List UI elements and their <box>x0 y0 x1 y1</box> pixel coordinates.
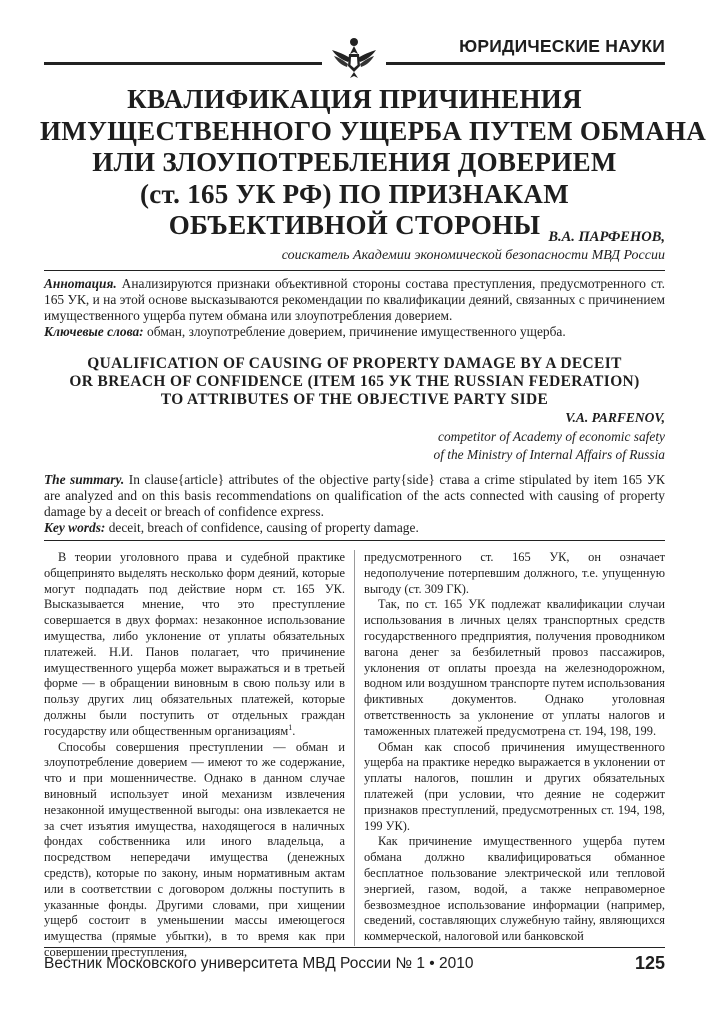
body-paragraph <box>44 550 345 740</box>
section-heading: ЮРИДИЧЕСКИЕ НАУКИ <box>459 36 665 56</box>
annotation-text: Анализируются признаки объективной стороны состава преступления, предусмотренного ст. 165 УК, и на этой основе высказываются рекомендации по квалификации деяний, связанных с причинением имущественного ущерба путем обмана или злоупотребления доверием. <box>44 276 665 323</box>
title-line: (ст. 165 УК РФ) ПО ПРИЗНАКАМ <box>139 178 570 209</box>
body-column-right <box>364 550 665 948</box>
footer-rule <box>44 947 665 948</box>
title-en-line: OR BREACH OF CONFIDENCE (ITEM 165 УК THE RUSSIAN FEDERATION) <box>69 373 640 390</box>
annotation-rule <box>44 270 665 271</box>
body-rule <box>44 540 665 541</box>
keywords-label: Ключевые слова: <box>44 324 144 339</box>
body-paragraph: предусмотренного ст. 165 УК, он означает недополучение потерпевшим должного, т.е. упущенную выгоду (ст. 309 ГК). <box>364 550 665 596</box>
annotation-ru <box>44 276 665 324</box>
body-paragraph: Так, по ст. 165 УК подлежат квалификации случаи использования в личных целях транспортных средств государственного предприятия, получения проводником вагона денег за безбилетный провоз пассажиров, уклонения от оплаты проезда на железнодорожном, водном или воздушном транспорте путем использования фиктивных документов. Однако уголовная ответственность за уклонение от уплаты налогов и таможенных платежей предусмотрена ст. 194, 198, 199. <box>364 597 665 738</box>
body-text: . <box>292 723 296 738</box>
annotation-label: Аннотация. <box>44 276 117 291</box>
body-paragraph: Как причинение имущественного ущерба путем обмана должно квалифицироваться обманное бесплатное пользование электрической или тепловой энергией, газом, водой, а также неправомерное безвозмездное использование информации (например, сведений, составляющих служебную тайну, являющихся коммерческой, налоговой или банковской <box>364 834 665 944</box>
footnote-ref: 1 <box>288 722 293 732</box>
article-title-en <box>40 355 669 409</box>
summary-en <box>44 472 665 520</box>
author-en: V.A. PARFENOV, <box>565 410 665 425</box>
summary-text: In clause{article} attributes of the objective party{side} става a crime stipulated by item 165 УК are analyzed and on this basis recommendations on qualification of the acts connected with causing of property damage by a deceit or breach of confidence express. <box>44 472 665 519</box>
title-line: ИЛИ ЗЛОУПОТРЕБЛЕНИЯ ДОВЕРИЕМ <box>92 147 617 177</box>
affiliation-en-line: competitor of Academy of economic safety <box>438 429 665 444</box>
keywords-en-label: Key words: <box>44 520 106 535</box>
title-en-line: TO ATTRIBUTES OF THE OBJECTIVE PARTY SIDE <box>160 391 549 408</box>
title-en-line: QUALIFICATION OF CAUSING OF PROPERTY DAMAGE BY A DECEIT <box>87 355 622 372</box>
keywords-en <box>44 520 665 536</box>
summary-label: The summary. <box>44 472 125 487</box>
page-number: 125 <box>634 953 665 973</box>
keywords-text: обман, злоупотребление доверием, причинение имущественного ущерба. <box>143 324 566 339</box>
author-ru: В.А. ПАРФЕНОВ, <box>548 229 665 245</box>
title-line: ИМУЩЕСТВЕННОГО УЩЕРБА ПУТЕМ ОБМАНА <box>40 115 707 146</box>
keywords-en-text: deceit, breach of confidence, causing of property damage. <box>105 520 419 535</box>
journal-title: Вестник Московского университета МВД России № 1 • 2010 <box>44 955 474 972</box>
body-text: В теории уголовного права и судебной практике общепринято выделять несколько форм деяний, которые могут подпадать под действие норм ст. 165 УК. Высказывается мнение, что это преступление совершается в двух формах: незаконное использование имущества, либо уклонение от уплаты обязательных платежей. Н.И. Панов полагает, что причинение имущественного ущерба может выражаться и в третьей форме — в обращении виновным в свою пользу или в пользу других лиц обязательных платежей, которые должны были поступить от отдельных граждан государству или общественным организациям <box>44 550 345 738</box>
title-line: ОБЪЕКТИВНОЙ СТОРОНЫ <box>168 210 541 240</box>
affiliation-en-line: of the Ministry of Internal Affairs of Russia <box>433 447 665 462</box>
body-column-left <box>44 550 345 959</box>
affiliation-en <box>434 428 666 464</box>
title-line: КВАЛИФИКАЦИЯ ПРИЧИНЕНИЯ <box>127 84 582 114</box>
body-paragraph: Обман как способ причинения имущественного ущерба на практике нередко выражается в уклонении от уплаты налогов, пошлин и других обязательных платежей (при условии, что деяние не содержит признаков преступлений, предусмотренных ст. 194, 198, 199 УК). <box>364 739 665 833</box>
mvd-emblem-icon <box>330 36 378 80</box>
keywords-ru <box>44 324 665 340</box>
column-divider <box>354 550 355 946</box>
affiliation-ru: соискатель Академии экономической безопасности МВД России <box>281 248 665 263</box>
body-paragraph: Способы совершения преступлении — обман и злоупотребление доверием — имеют то же содержание, что и при мошенничестве. Однако в данном случае виновный использует иной механизм извлечения незаконной имущественной выгоды: она извлекается не за счет изъятия имущества, находящегося в наличных фондах собственника или иного владельца, а посредством непередачи имущества (денежных средств), которые по закону, иным нормативным актам или в соответствии с договором должны поступить в указанные фонды. Другими словами, при хищении ущерб состоит в уменьшении массы имеющегося имущества (прямые убытки), в то время как при совершении преступления, <box>44 739 345 959</box>
article-title-ru <box>40 84 707 242</box>
